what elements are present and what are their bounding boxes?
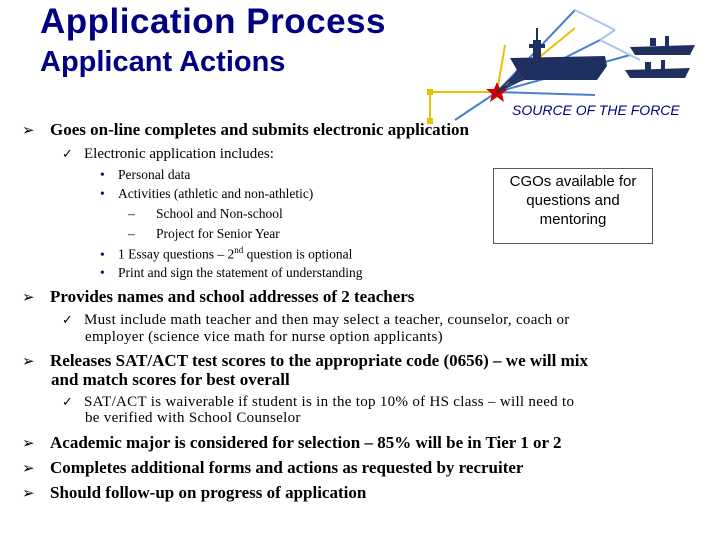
sub-bullet-application-includes: ✓ Electronic application includes: — [62, 146, 274, 162]
ship-silhouette — [630, 45, 695, 55]
dot-bullet-icon: • — [100, 186, 105, 201]
list-item: • Activities (athletic and non-athletic) — [100, 186, 314, 201]
logo-caption: SOURCE OF THE FORCE — [512, 102, 680, 118]
bullet-test-scores: ➢ Releases SAT/ACT test scores to the appropriate code (0656) – we will mix — [22, 351, 588, 370]
list-item: • 1 Essay questions – 2nd question is optional — [100, 245, 353, 262]
checkmark-icon: ✓ — [62, 313, 74, 328]
page-title: Application Process — [40, 2, 386, 41]
arrow-bullet-icon: ➢ — [22, 121, 35, 139]
arrow-bullet-icon: ➢ — [22, 288, 35, 306]
list-item: – School and Non-school — [128, 206, 283, 221]
checkmark-icon: ✓ — [62, 147, 73, 162]
bullet-continuation: and match scores for best overall — [51, 370, 290, 389]
arrow-bullet-icon: ➢ — [22, 352, 35, 370]
page-subtitle: Applicant Actions — [40, 46, 286, 78]
bullet-apply-online: ➢ Goes on-line completes and submits electronic application — [22, 120, 470, 139]
sub-bullet-continuation: employer (science vice math for nurse option applicants) — [85, 329, 443, 345]
dot-bullet-icon: • — [100, 167, 105, 182]
arrow-bullet-icon: ➢ — [22, 459, 35, 477]
carrier-silhouette — [510, 56, 607, 80]
bullet-academic-major: ➢ Academic major is considered for selection – 85% will be in Tier 1 or 2 — [22, 433, 562, 452]
sub-bullet-continuation: be verified with School Counselor — [85, 410, 301, 426]
cgo-callout-box: CGOs available for questions and mentoring — [493, 168, 653, 244]
bullet-teachers: ➢ Provides names and school addresses of 2 teachers — [22, 287, 415, 306]
ship-silhouette — [625, 68, 690, 78]
sub-bullet-math-teacher: ✓ Must include math teacher and then may select a teacher, counselor, coach or — [62, 312, 570, 328]
bullet-additional-forms: ➢ Completes additional forms and actions as requested by recruiter — [22, 458, 524, 477]
sub-bullet-waiverable: ✓ SAT/ACT is waiverable if student is in the top 10% of HS class – will need to — [62, 394, 575, 410]
list-item: • Personal data — [100, 167, 191, 182]
dot-bullet-icon: • — [100, 265, 105, 280]
arrow-bullet-icon: ➢ — [22, 434, 35, 452]
list-item: • Print and sign the statement of understanding — [100, 265, 363, 280]
arrow-bullet-icon: ➢ — [22, 484, 35, 502]
dot-bullet-icon: • — [100, 246, 105, 262]
checkmark-icon: ✓ — [62, 395, 74, 410]
bullet-follow-up: ➢ Should follow-up on progress of application — [22, 483, 367, 502]
list-item: – Project for Senior Year — [128, 226, 280, 241]
